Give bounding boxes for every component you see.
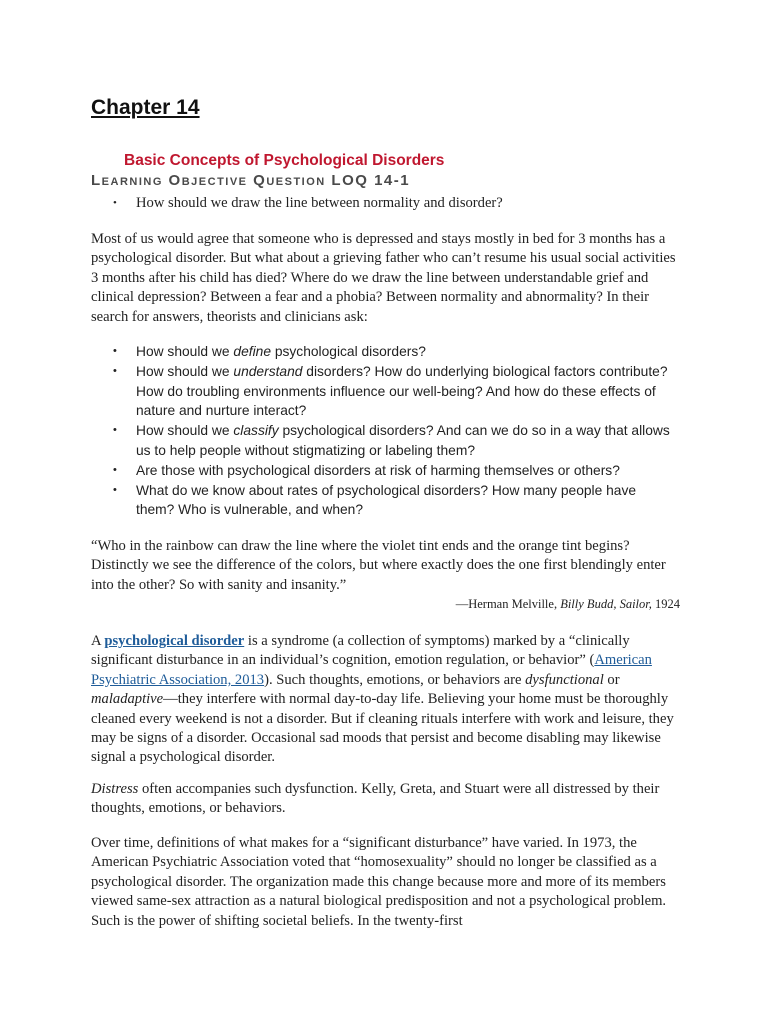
text-run: is a syndrome (a collection of symptoms) marked by a “clinically significant disturbance in an individual’s cognition, emotion regulation, or behavior” ( <box>91 633 630 669</box>
list-item <box>113 461 676 481</box>
question-text: Are those with psychological disorders at risk of harming themselves or others? <box>136 462 620 478</box>
text-run: often accompanies such dysfunction. Kelly, Greta, and Stuart were all distressed by their thoughts, emotions, or behaviors. <box>91 781 660 817</box>
text-run: A <box>91 633 105 649</box>
emphasis: define <box>233 344 271 359</box>
bullet-icon: • <box>113 345 117 357</box>
attribution-work: Billy Budd, Sailor, <box>560 597 652 611</box>
question-text: What do we know about rates of psychological disorders? How many people have them? Who is vulnerable, and when? <box>136 482 637 518</box>
citation-link[interactable]: American Psychiatric Association, 2013 <box>91 652 652 688</box>
question-text: psychological disorders? <box>271 344 426 359</box>
bullet-icon: • <box>113 364 117 377</box>
bullet-icon: • <box>113 424 117 437</box>
list-item <box>113 194 736 213</box>
list-item <box>113 481 676 521</box>
history-paragraph: Over time, definitions of what makes for a “significant disturbance” have varied. In 1973, the American Psychiatric Association voted that “homosexuality” should no longer be classified as a psychological disorder. The organization made this change because more and more of its members viewed same-sex attraction as a natural biological predisposition and not a psychological problem. Such is the power of shifting societal beliefs. In the twenty-first <box>91 835 667 929</box>
question-text: How should we <box>136 423 234 439</box>
question-text: How should we <box>136 344 234 359</box>
emphasis: Distress <box>91 781 139 797</box>
question-list <box>113 342 676 520</box>
bullet-icon: • <box>113 197 117 209</box>
bullet-icon: • <box>113 463 117 476</box>
glossary-term-link[interactable]: psychological disorder <box>104 633 245 649</box>
emphasis: maladaptive <box>91 691 164 708</box>
chapter-title: Chapter 14 <box>91 96 200 119</box>
loq-heading: Learning Objective Question LOQ 14-1 <box>91 172 411 189</box>
bullet-icon: • <box>113 483 117 496</box>
distress-paragraph <box>91 780 681 819</box>
emphasis: classify <box>233 423 279 439</box>
attribution-author: —Herman Melville, <box>455 597 561 611</box>
question-text: psychological disorders? And can we do so in a way that allows us to help people without stigmatizing or labeling them? <box>136 423 670 458</box>
text-run: ). Such thoughts, emotions, or behaviors are <box>264 671 526 688</box>
quote-attribution <box>91 597 680 612</box>
emphasis: understand <box>233 363 303 379</box>
section-title: Basic Concepts of Psychological Disorders <box>124 152 445 169</box>
emphasis: dysfunctional <box>525 671 604 688</box>
question-text: How should we <box>136 363 234 379</box>
list-item <box>113 342 676 362</box>
attribution-year: 1924 <box>651 597 680 611</box>
melville-quote: “Who in the rainbow can draw the line where the violet tint ends and the orange tint begins? Distinctly we see the difference of the colors, but where exactly does the one first blendingly enter into the other? So with sanity and insanity.” <box>91 538 666 593</box>
text-run: —they interfere with normal day-to-day life. Believing your home must be thoroughly cleaned every weekend is not a disorder. But if cleaning rituals interfere with work and leisure, they may be signs of a disorder. Occasional sad moods that persist and become disabling may likewise signal a psychological disorder. <box>91 691 674 766</box>
loq-question: How should we draw the line between normality and disorder? <box>136 195 503 211</box>
list-item <box>113 362 676 421</box>
list-item <box>113 421 676 461</box>
text-run: or <box>603 671 620 688</box>
definition-paragraph <box>91 632 681 768</box>
question-text: disorders? How do underlying biological factors contribute? How do troubling environments influence our well-being? And how do these effects of nature and nurture interact? <box>136 363 668 419</box>
loq-list <box>113 194 736 213</box>
intro-paragraph: Most of us would agree that someone who is depressed and stays mostly in bed for 3 months has a psychological disorder. But what about a grieving father who can’t resume his usual social activities 3 months after his child has died? Where do we draw the line between understandable grief and clinical depression? Between a fear and a phobia? Between normality and abnormality? In their search for answers, theorists and clinicians ask: <box>91 231 676 325</box>
